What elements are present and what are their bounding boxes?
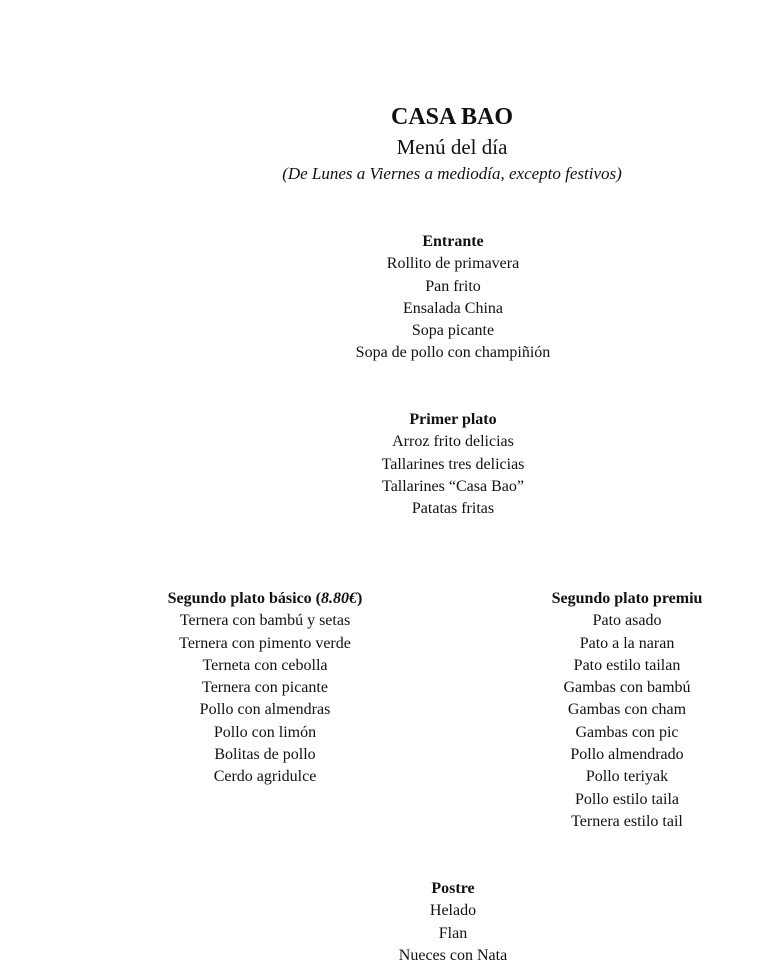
- menu-item: Pollo con almendras: [199, 701, 331, 719]
- menu-item: Terneta con cebolla: [202, 656, 328, 674]
- section-heading: [115, 588, 415, 610]
- menu-item: Ensalada China: [403, 299, 503, 317]
- menu-item: Pato a la naran: [579, 634, 675, 652]
- section-primer-plato: [303, 409, 603, 520]
- menu-item: Nueces con Nata: [398, 946, 508, 964]
- menu-item: Flan: [438, 924, 468, 942]
- section-heading: Entrante: [422, 233, 484, 250]
- menu-item: Gambas con cham: [567, 701, 687, 719]
- menu-item: Pollo teriyak: [585, 768, 669, 786]
- section-segundo-basico: [115, 588, 415, 789]
- menu-item: Bolitas de pollo: [214, 746, 316, 764]
- price-label: 8.80€: [321, 590, 358, 607]
- menu-item: Sopa de pollo con champiñión: [355, 344, 551, 362]
- section-postre: [303, 878, 603, 967]
- menu-item: Pollo con limón: [213, 723, 317, 741]
- section-heading: Primer plato: [409, 411, 497, 428]
- menu-item: Pan frito: [425, 277, 481, 295]
- menu-item: Ternera con pimento verde: [179, 634, 351, 652]
- menu-item: Ternera con bambú y setas: [179, 612, 351, 630]
- section-entrante: [303, 231, 603, 365]
- section-heading: Postre: [431, 880, 475, 897]
- menu-item: Rollito de primavera: [386, 255, 520, 273]
- menu-item: Gambas con bambú: [563, 679, 691, 697]
- heading-close: ): [357, 590, 363, 607]
- menu-item: Tallarines “Casa Bao”: [382, 477, 524, 495]
- availability-note: (De Lunes a Viernes a mediodía, excepto festivos): [282, 164, 622, 183]
- menu-item: Pollo almendrado: [570, 746, 684, 764]
- section-heading: Segundo plato premiu: [551, 590, 703, 607]
- menu-item: Patatas fritas: [411, 500, 495, 518]
- menu-item: Pato estilo tailan: [573, 656, 681, 674]
- menu-item: Cerdo agridulce: [213, 768, 317, 786]
- menu-item: Ternera con picante: [202, 679, 328, 697]
- menu-item: Gambas con pic: [575, 723, 679, 741]
- menu-item: Ternera estilo tail: [571, 812, 683, 830]
- menu-item: Sopa picante: [411, 322, 495, 340]
- menu-item: Helado: [429, 902, 477, 920]
- menu-item: Pato asado: [592, 612, 662, 630]
- menu-item: Tallarines tres delicias: [381, 455, 525, 473]
- restaurant-name: CASA BAO: [390, 104, 514, 130]
- section-segundo-premium: [477, 588, 777, 833]
- heading-text: Segundo plato básico (: [167, 590, 322, 607]
- menu-item: Pollo estilo taila: [575, 790, 679, 808]
- menu-item: Arroz frito delicias: [392, 433, 514, 451]
- menu-subtitle: Menú del día: [396, 135, 508, 159]
